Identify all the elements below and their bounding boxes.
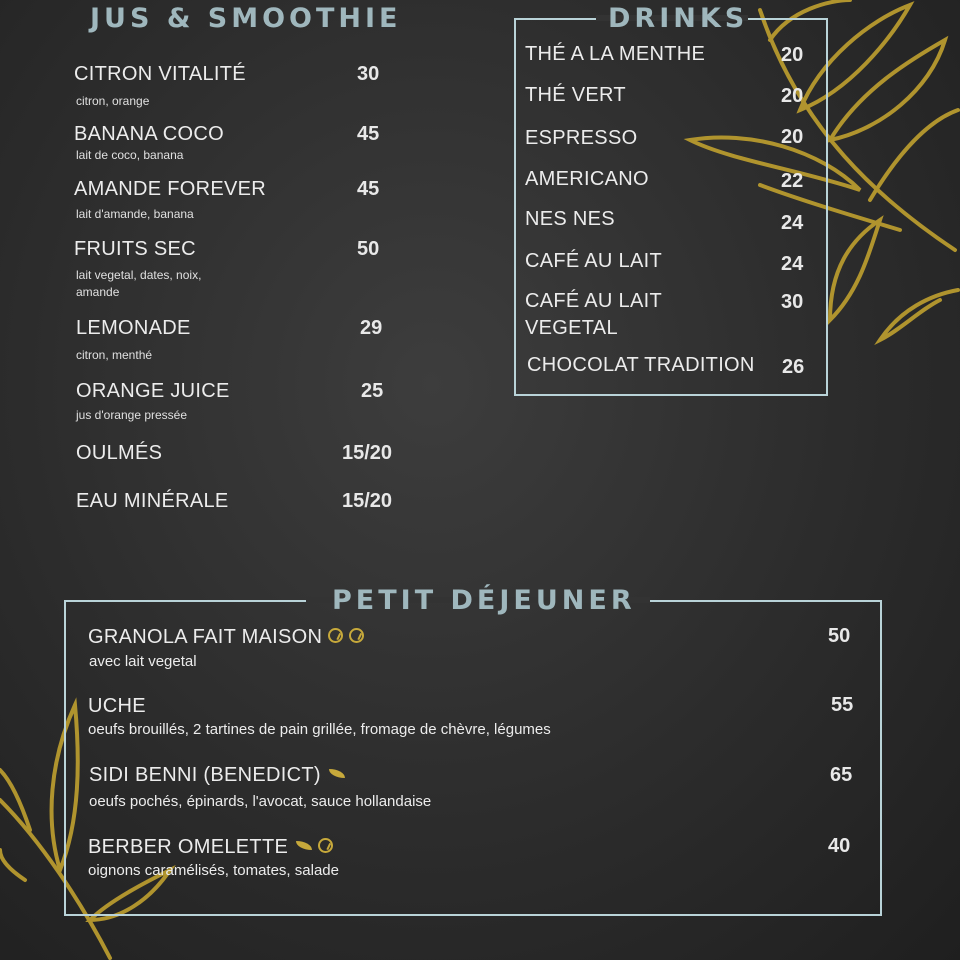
- drinks-item-price: 30: [781, 291, 804, 313]
- petit-item-name: BERBER OMELETTE: [88, 836, 333, 859]
- jus-item-price: 50: [357, 238, 380, 260]
- jus-item-name: BANANA COCO: [74, 123, 224, 145]
- jus-item-price: 45: [357, 123, 380, 145]
- jus-smoothie-heading: JUS & SMOOTHIE: [90, 3, 402, 34]
- vegan-badge-icon: [328, 628, 343, 643]
- drinks-item-name: VEGETAL: [525, 317, 618, 339]
- jus-item-price: 25: [361, 380, 384, 402]
- petit-item-desc: oignons caramélisés, tomates, salade: [88, 862, 339, 879]
- jus-item-desc: lait de coco, banana: [76, 148, 184, 162]
- drinks-item-price: 20: [781, 126, 804, 148]
- gluten-free-badge-icon: [349, 628, 364, 643]
- jus-item-price: 30: [357, 63, 380, 85]
- jus-item-name: ORANGE JUICE: [76, 380, 230, 402]
- drinks-item-name: NES NES: [525, 208, 615, 230]
- petit-item-desc: oeufs pochés, épinards, l'avocat, sauce hollandaise: [89, 793, 432, 810]
- drinks-item-price: 20: [781, 44, 804, 66]
- vegetarian-leaf-icon: [296, 841, 312, 850]
- drinks-item-name: THÉ VERT: [525, 84, 626, 106]
- petit-item-price: 50: [828, 625, 851, 647]
- petit-item-desc: avec lait vegetal: [89, 653, 197, 670]
- jus-item-name: AMANDE FOREVER: [74, 178, 267, 200]
- jus-item-name: EAU MINÉRALE: [76, 490, 229, 512]
- drinks-item-price: 22: [781, 170, 804, 192]
- jus-item-name: LEMONADE: [76, 317, 191, 339]
- drinks-item-name: THÉ A LA MENTHE: [525, 43, 706, 65]
- jus-item-desc: lait vegetal, dates, noix, amande: [76, 268, 202, 299]
- gluten-free-badge-icon: [318, 838, 333, 853]
- vegetarian-leaf-icon: [329, 769, 345, 778]
- jus-item-desc: citron, menthé: [76, 348, 153, 362]
- drinks-item-price: 24: [781, 212, 804, 234]
- drinks-item-price: 26: [782, 356, 805, 378]
- petit-item-price: 65: [830, 764, 853, 786]
- jus-item-desc: citron, orange: [76, 94, 150, 108]
- drinks-item-name: ESPRESSO: [525, 127, 638, 149]
- petit-item-name: UCHE: [88, 695, 146, 717]
- drinks-item-name: CHOCOLAT TRADITION: [527, 354, 755, 376]
- petit-item-price: 55: [831, 694, 854, 716]
- jus-item-desc: jus d'orange pressée: [76, 408, 188, 422]
- jus-item-price: 15/20: [342, 490, 393, 512]
- drinks-item-name: AMERICANO: [525, 168, 649, 190]
- petit-item-price: 40: [828, 835, 851, 857]
- jus-item-price: 45: [357, 178, 380, 200]
- jus-item-name: CITRON VITALITÉ: [74, 63, 246, 85]
- petit-item-name: SIDI BENNI (BENEDICT): [89, 764, 345, 787]
- jus-item-price: 15/20: [342, 442, 393, 464]
- jus-item-price: 29: [360, 317, 383, 339]
- drinks-item-price: 24: [781, 253, 804, 275]
- drinks-item-name: CAFÉ AU LAIT: [525, 290, 662, 312]
- drinks-heading: DRINKS: [608, 3, 749, 34]
- jus-item-name: OULMÉS: [76, 442, 163, 464]
- petit-dejeuner-heading: PETIT DÉJEUNER: [332, 585, 636, 616]
- drinks-item-price: 20: [781, 85, 804, 107]
- petit-item-name: GRANOLA FAIT MAISON: [88, 626, 364, 649]
- drinks-item-name: CAFÉ AU LAIT: [525, 250, 662, 272]
- jus-item-desc: lait d'amande, banana: [76, 207, 194, 221]
- jus-item-name: FRUITS SEC: [74, 238, 196, 260]
- petit-item-desc: oeufs brouillés, 2 tartines de pain grillée, fromage de chèvre, légumes: [88, 721, 551, 738]
